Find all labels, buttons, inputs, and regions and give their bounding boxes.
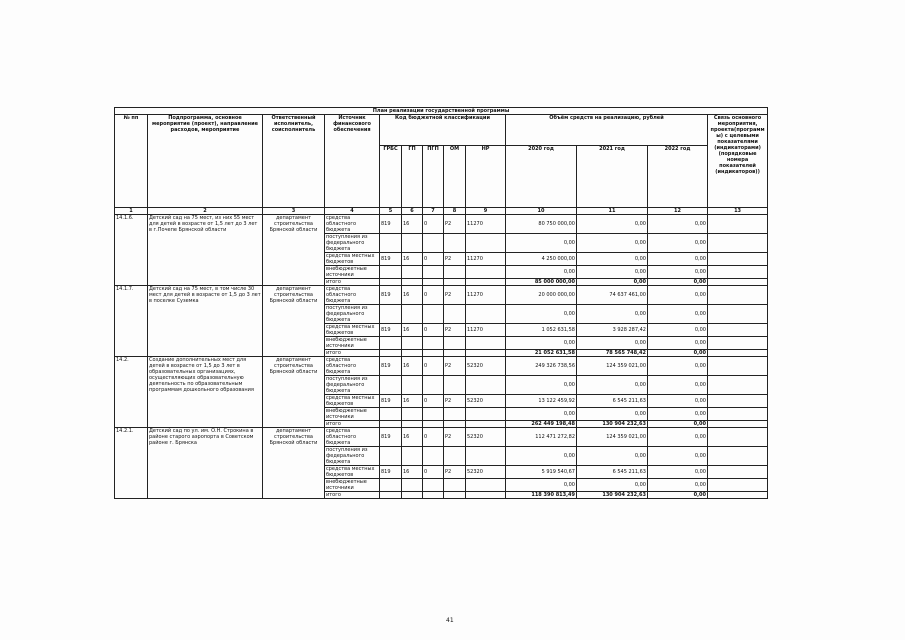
indicator-link (708, 305, 768, 324)
amount-v2021: 0,00 (577, 266, 648, 279)
code-om (444, 337, 466, 350)
amount-v2021: 0,00 (577, 253, 648, 266)
code-gp (402, 337, 423, 350)
amount-v2020: 0,00 (506, 337, 577, 350)
code-gp: 16 (402, 428, 423, 447)
code-pgp (423, 447, 444, 466)
amount-v2020: 0,00 (506, 305, 577, 324)
indicator-link (708, 357, 768, 376)
code-np: 52320 (466, 428, 506, 447)
code-np (466, 421, 506, 428)
amount-v2020: 13 122 459,92 (506, 395, 577, 408)
code-pgp: 0 (423, 215, 444, 234)
code-grbs (380, 492, 402, 499)
row-number: 14.1.6. (115, 215, 148, 286)
amount-v2022: 0,00 (648, 408, 708, 421)
amount-v2021: 0,00 (577, 447, 648, 466)
amount-v2021: 6 545 211,63 (577, 395, 648, 408)
amount-v2021: 0,00 (577, 305, 648, 324)
amount-v2021: 130 904 232,63 (577, 492, 648, 499)
indicator-link (708, 479, 768, 492)
code-grbs (380, 376, 402, 395)
indicator-link (708, 234, 768, 253)
code-grbs: 819 (380, 253, 402, 266)
indicator-link (708, 447, 768, 466)
amount-v2021: 0,00 (577, 376, 648, 395)
amount-v2022: 0,00 (648, 286, 708, 305)
header-gp: ГП (402, 146, 423, 208)
table-row (115, 286, 768, 305)
col-number: 8 (444, 208, 466, 215)
funding-source: средства местных бюджетов (325, 395, 380, 408)
code-np (466, 266, 506, 279)
code-gp (402, 266, 423, 279)
amount-v2021: 0,00 (577, 215, 648, 234)
amount-v2020: 0,00 (506, 447, 577, 466)
amount-v2021: 0,00 (577, 234, 648, 253)
responsible-executor: департамент строительства Брянской области (263, 357, 325, 428)
code-pgp: 0 (423, 253, 444, 266)
funding-source: поступления из федерального бюджета (325, 376, 380, 395)
responsible-executor: департамент строительства Брянской области (263, 215, 325, 286)
col-number: 9 (466, 208, 506, 215)
col-number: 10 (506, 208, 577, 215)
code-grbs: 819 (380, 357, 402, 376)
code-pgp (423, 376, 444, 395)
code-grbs: 819 (380, 286, 402, 305)
code-om: P2 (444, 357, 466, 376)
code-om (444, 447, 466, 466)
amount-v2021: 6 545 211,63 (577, 466, 648, 479)
amount-v2020: 20 000 000,00 (506, 286, 577, 305)
code-np (466, 376, 506, 395)
amount-v2020: 80 750 000,00 (506, 215, 577, 234)
col-number: 7 (423, 208, 444, 215)
header-funds: Объём средств на реализацию, рублей (506, 115, 708, 146)
col-number: 2 (148, 208, 263, 215)
code-grbs (380, 279, 402, 286)
amount-v2020: 0,00 (506, 408, 577, 421)
code-np (466, 279, 506, 286)
header-om: ОМ (444, 146, 466, 208)
amount-v2022: 0,00 (648, 376, 708, 395)
code-np: 52320 (466, 395, 506, 408)
measure-name: Детский сад по ул. им. О.Н. Строкина в районе старого аэропорта в Советском районе г. Брянска (148, 428, 263, 499)
indicator-link (708, 408, 768, 421)
amount-v2022: 0,00 (648, 234, 708, 253)
amount-v2020: 0,00 (506, 266, 577, 279)
code-gp (402, 376, 423, 395)
responsible-executor: департамент строительства Брянской области (263, 428, 325, 499)
table-row (115, 428, 768, 447)
code-gp (402, 350, 423, 357)
amount-v2020: 112 471 272,82 (506, 428, 577, 447)
header-link: Связь основного мероприятия, проекта(программы) с целевыми показателями (индикаторами) (порядковые номера показателей (индикаторов)) (708, 115, 768, 208)
indicator-link (708, 253, 768, 266)
amount-v2022: 0,00 (648, 266, 708, 279)
code-grbs (380, 421, 402, 428)
amount-v2020: 21 052 631,58 (506, 350, 577, 357)
code-grbs: 819 (380, 215, 402, 234)
amount-v2020: 5 919 540,67 (506, 466, 577, 479)
column-numbers-row (115, 208, 768, 215)
funding-source: итого (325, 350, 380, 357)
code-om (444, 376, 466, 395)
amount-v2021: 130 904 232,63 (577, 421, 648, 428)
code-pgp (423, 350, 444, 357)
amount-v2022: 0,00 (648, 357, 708, 376)
indicator-link (708, 324, 768, 337)
measure-name: Детский сад на 75 мест, из них 55 мест для детей в возрасте от 1,5 лет до 3 лет в г.Почепе Брянской области (148, 215, 263, 286)
funding-source: внебюджетные источники (325, 479, 380, 492)
indicator-link (708, 215, 768, 234)
code-np: 11270 (466, 324, 506, 337)
funding-source: внебюджетные источники (325, 408, 380, 421)
amount-v2022: 0,00 (648, 395, 708, 408)
indicator-link (708, 492, 768, 499)
code-om (444, 421, 466, 428)
code-pgp (423, 234, 444, 253)
code-grbs (380, 305, 402, 324)
amount-v2021: 0,00 (577, 408, 648, 421)
funding-source: поступления из федерального бюджета (325, 447, 380, 466)
indicator-link (708, 466, 768, 479)
code-om (444, 350, 466, 357)
header-grbs: ГРБС (380, 146, 402, 208)
code-pgp (423, 266, 444, 279)
amount-v2020: 1 052 631,58 (506, 324, 577, 337)
indicator-link (708, 286, 768, 305)
code-np (466, 234, 506, 253)
amount-v2022: 0,00 (648, 447, 708, 466)
indicator-link (708, 376, 768, 395)
indicator-link (708, 421, 768, 428)
col-number: 12 (648, 208, 708, 215)
code-om: P2 (444, 324, 466, 337)
indicator-link (708, 279, 768, 286)
header-2021: 2021 год (577, 146, 648, 208)
funding-source: средства областного бюджета (325, 286, 380, 305)
funding-source: поступления из федерального бюджета (325, 305, 380, 324)
code-np (466, 447, 506, 466)
amount-v2020: 0,00 (506, 376, 577, 395)
amount-v2022: 0,00 (648, 428, 708, 447)
funding-source: средства областного бюджета (325, 215, 380, 234)
code-grbs: 819 (380, 324, 402, 337)
code-gp (402, 279, 423, 286)
code-gp (402, 492, 423, 499)
code-np: 52320 (466, 466, 506, 479)
code-grbs (380, 408, 402, 421)
amount-v2020: 4 250 000,00 (506, 253, 577, 266)
row-number: 14.1.7. (115, 286, 148, 357)
page-number: 41 (446, 617, 454, 624)
measure-name: Детский сад на 75 мест, в том числе 30 мест для детей в возрасте от 1,5 до 3 лет в поселке Суземка (148, 286, 263, 357)
code-om: P2 (444, 466, 466, 479)
amount-v2022: 0,00 (648, 466, 708, 479)
code-gp: 16 (402, 395, 423, 408)
code-om (444, 266, 466, 279)
code-grbs: 819 (380, 466, 402, 479)
col-number: 4 (325, 208, 380, 215)
col-number: 1 (115, 208, 148, 215)
header-budget-code: Код бюджетной классификации (380, 115, 506, 146)
amount-v2022: 0,00 (648, 305, 708, 324)
code-om: P2 (444, 253, 466, 266)
code-grbs: 819 (380, 395, 402, 408)
code-grbs: 819 (380, 428, 402, 447)
amount-v2020: 85 000 000,00 (506, 279, 577, 286)
code-gp (402, 408, 423, 421)
amount-v2021: 74 637 461,00 (577, 286, 648, 305)
table-row (115, 215, 768, 234)
header-2020: 2020 год (506, 146, 577, 208)
col-number: 5 (380, 208, 402, 215)
code-om (444, 408, 466, 421)
code-om (444, 492, 466, 499)
code-gp (402, 234, 423, 253)
funding-source: внебюджетные источники (325, 337, 380, 350)
amount-v2022: 0,00 (648, 279, 708, 286)
indicator-link (708, 266, 768, 279)
indicator-link (708, 337, 768, 350)
header-num: № пп (115, 115, 148, 208)
code-pgp: 0 (423, 357, 444, 376)
amount-v2022: 0,00 (648, 421, 708, 428)
amount-v2020: 262 449 198,48 (506, 421, 577, 428)
code-om (444, 479, 466, 492)
amount-v2020: 0,00 (506, 234, 577, 253)
code-grbs (380, 479, 402, 492)
table-row (115, 357, 768, 376)
plan-table (114, 107, 768, 499)
indicator-link (708, 350, 768, 357)
header-pgp: ПГП (423, 146, 444, 208)
code-gp: 16 (402, 324, 423, 337)
funding-source: итого (325, 492, 380, 499)
responsible-executor: департамент строительства Брянской области (263, 286, 325, 357)
amount-v2022: 0,00 (648, 350, 708, 357)
code-pgp (423, 337, 444, 350)
col-number: 3 (263, 208, 325, 215)
code-gp: 16 (402, 253, 423, 266)
amount-v2021: 0,00 (577, 279, 648, 286)
amount-v2021: 3 928 287,42 (577, 324, 648, 337)
code-gp (402, 421, 423, 428)
code-np (466, 479, 506, 492)
code-grbs (380, 266, 402, 279)
code-np (466, 492, 506, 499)
code-np: 11270 (466, 253, 506, 266)
code-om (444, 234, 466, 253)
row-number: 14.2.1. (115, 428, 148, 499)
amount-v2022: 0,00 (648, 253, 708, 266)
amount-v2020: 118 390 813,49 (506, 492, 577, 499)
amount-v2021: 0,00 (577, 479, 648, 492)
code-pgp: 0 (423, 466, 444, 479)
header-source: Источник финансового обеспечения (325, 115, 380, 208)
measure-name: Создание дополнительных мест для детей в возрасте от 1,5 до 3 лет в образовательных организациях, осуществляющих образовательную деятельность по образовательным программам дошкольного образования (148, 357, 263, 428)
header-2022: 2022 год (648, 146, 708, 208)
code-gp (402, 447, 423, 466)
code-pgp (423, 479, 444, 492)
code-pgp (423, 421, 444, 428)
amount-v2020: 0,00 (506, 479, 577, 492)
code-om (444, 279, 466, 286)
amount-v2020: 249 326 738,56 (506, 357, 577, 376)
code-om: P2 (444, 428, 466, 447)
code-om: P2 (444, 215, 466, 234)
code-np: 52320 (466, 357, 506, 376)
code-om: P2 (444, 286, 466, 305)
code-gp (402, 305, 423, 324)
code-np (466, 305, 506, 324)
code-pgp: 0 (423, 428, 444, 447)
funding-source: поступления из федерального бюджета (325, 234, 380, 253)
funding-source: средства местных бюджетов (325, 466, 380, 479)
code-np (466, 408, 506, 421)
code-grbs (380, 234, 402, 253)
amount-v2022: 0,00 (648, 215, 708, 234)
code-grbs (380, 447, 402, 466)
amount-v2022: 0,00 (648, 479, 708, 492)
amount-v2021: 0,00 (577, 337, 648, 350)
code-pgp: 0 (423, 286, 444, 305)
col-number: 6 (402, 208, 423, 215)
code-grbs (380, 337, 402, 350)
amount-v2022: 0,00 (648, 492, 708, 499)
table-title: План реализации государственной программы (115, 108, 768, 115)
code-np: 11270 (466, 286, 506, 305)
code-pgp (423, 408, 444, 421)
funding-source: итого (325, 279, 380, 286)
code-om (444, 305, 466, 324)
code-pgp: 0 (423, 395, 444, 408)
indicator-link (708, 428, 768, 447)
indicator-link (708, 395, 768, 408)
code-gp: 16 (402, 215, 423, 234)
code-gp: 16 (402, 357, 423, 376)
code-np (466, 350, 506, 357)
amount-v2021: 78 565 748,42 (577, 350, 648, 357)
header-subprogram: Подпрограмма, основное мероприятие (проект), направление расходов, мероприятие (148, 115, 263, 208)
funding-source: средства местных бюджетов (325, 324, 380, 337)
col-number: 13 (708, 208, 768, 215)
code-gp (402, 479, 423, 492)
amount-v2021: 124 359 021,00 (577, 428, 648, 447)
code-gp: 16 (402, 286, 423, 305)
col-number: 11 (577, 208, 648, 215)
header-row-1 (115, 115, 768, 146)
code-np (466, 337, 506, 350)
row-number: 14.2. (115, 357, 148, 428)
code-om: P2 (444, 395, 466, 408)
funding-source: средства областного бюджета (325, 357, 380, 376)
code-pgp (423, 492, 444, 499)
header-np: НР (466, 146, 506, 208)
amount-v2022: 0,00 (648, 324, 708, 337)
code-pgp (423, 305, 444, 324)
funding-source: средства областного бюджета (325, 428, 380, 447)
code-pgp (423, 279, 444, 286)
code-np: 11270 (466, 215, 506, 234)
funding-source: итого (325, 421, 380, 428)
header-executor: Ответственный исполнитель, соисполнитель (263, 115, 325, 208)
code-grbs (380, 350, 402, 357)
funding-source: средства местных бюджетов (325, 253, 380, 266)
code-gp: 16 (402, 466, 423, 479)
amount-v2021: 124 359 021,00 (577, 357, 648, 376)
funding-source: внебюджетные источники (325, 266, 380, 279)
table-title-row (115, 108, 768, 115)
amount-v2022: 0,00 (648, 337, 708, 350)
code-pgp: 0 (423, 324, 444, 337)
